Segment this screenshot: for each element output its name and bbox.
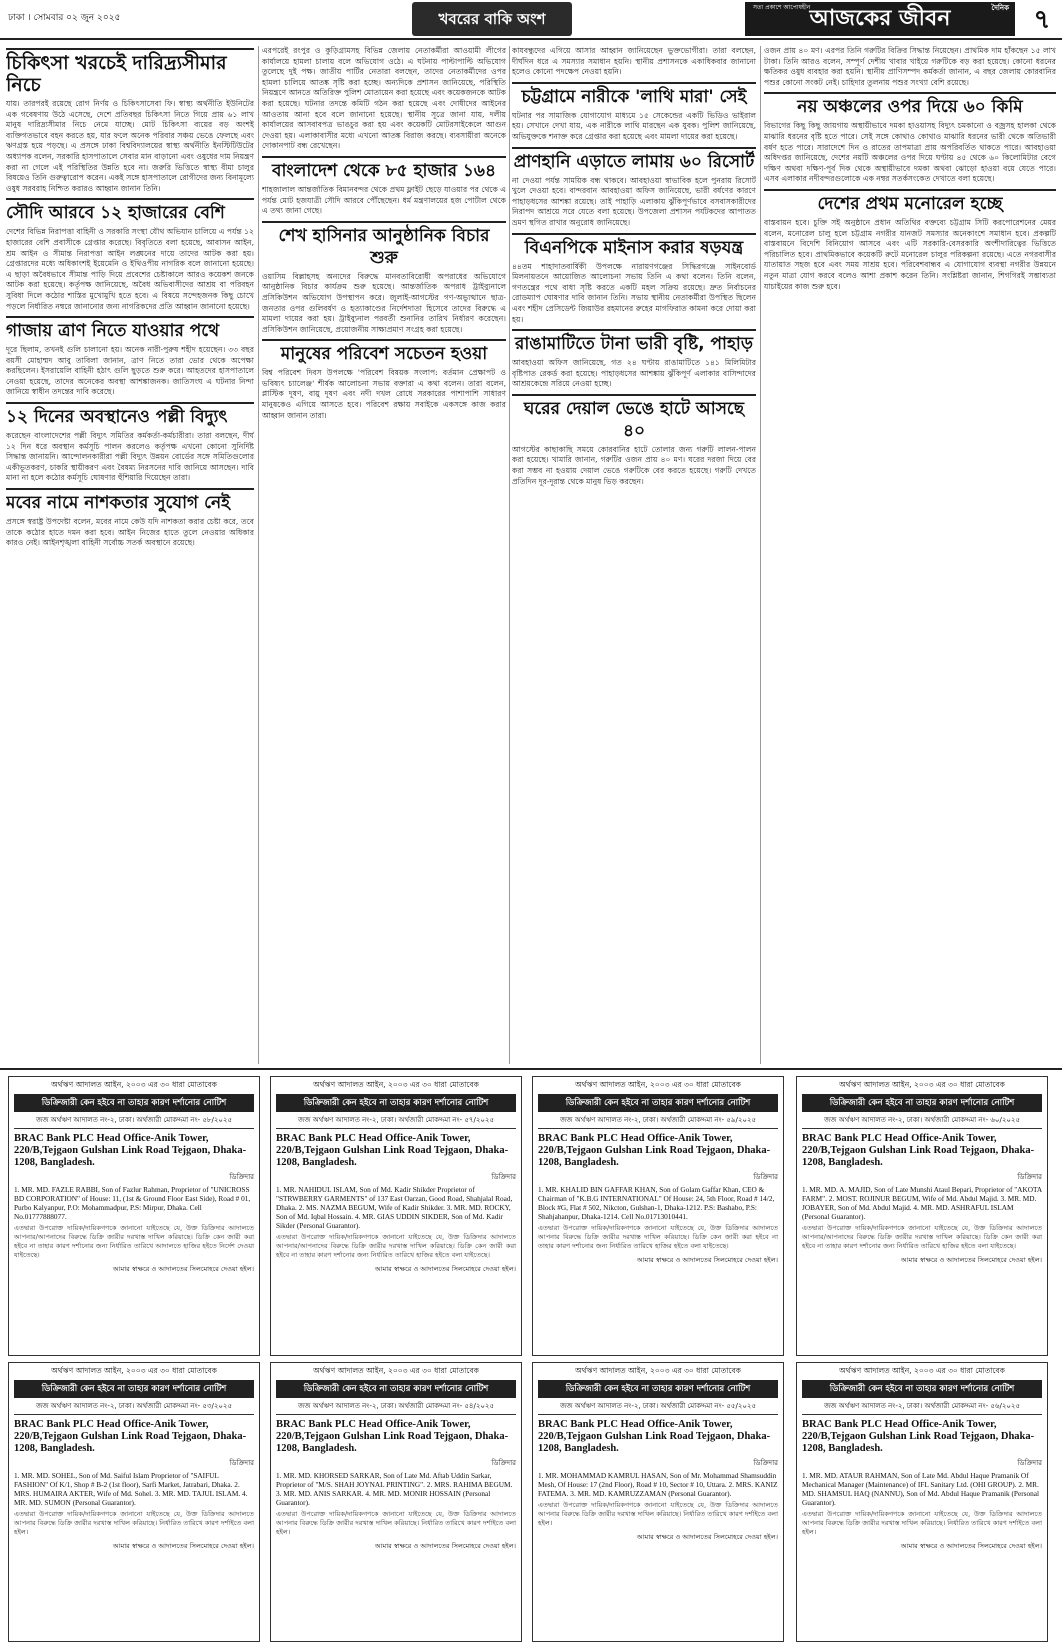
legal-notice <box>532 1076 784 1356</box>
legal-notice <box>8 1362 260 1642</box>
logo-tag: দৈনিক <box>991 4 1009 12</box>
notice-signature: আমার স্বাক্ষরে ও আদালতের সিলমোহরে দেওয়া হইল। <box>900 1256 1042 1264</box>
news-column-1 <box>6 46 254 1064</box>
story-headline: প্রাণহানি এড়াতে লামায় ৬০ রিসোর্ট <box>512 147 756 173</box>
notice-text: এতদ্বারা উপরোক্ত দায়িক/দায়িকগণকে জানানো যাইতেছে যে, উক্ত ডিক্রিদার আদালতে আপনার বিরুদ্ধে ডিক্রি জারীর দরখাস্ত দাখিল করিয়াছে। ডিক্রি কেন জারী করা হইবে না তাহার কারণ দর্শানোর জন্য নির্ধারিত তারিখে হাজির হইতে বলা যাইতেছে। <box>538 1224 778 1250</box>
story-body: ওয়াসিম বিল্লাহসহ অন্যদের বিরুদ্ধে মানবতাবিরোধী অপরাধের অভিযোগে আনুষ্ঠানিক বিচার কার্যক্রম শুরু হয়েছে। আন্তর্জাতিক অপরাধ ট্রাইব্যুনালে প্রসিকিউশন অভিযোগ উপস্থাপন করে। জুলাই-আগস্টের গণ-অভ্যুত্থানে ছাত্র-জনতার ওপর গুলিবর্ষণ ও হত্যাকাণ্ডের নির্দেশদাতা হিসেবে তাদের বিরুদ্ধে এ মামলা দায়ের করা হয়। ট্রাইব্যুনাল পরবর্তী শুনানির তারিখ নির্ধারণ করেছেন। প্রসিকিউশন জানিয়েছে, প্রয়োজনীয় সাক্ষ্যপ্রমাণ সংগ্রহ করা হয়েছে। <box>262 271 506 334</box>
notice-title: ডিক্রিজারী কেন হইবে না তাহার কারণ দর্শানোর নোটিশ <box>538 1094 778 1112</box>
notice-bank: BRAC Bank PLC Head Office-Anik Tower, 220/B,Tejgaon Gulshan Link Road Tejgaon, Dhaka-1208, Bangladesh. <box>276 1419 509 1454</box>
notice-role: ডিক্রিদার <box>753 1459 778 1467</box>
notice-role: ডিক্রিদার <box>229 1173 254 1181</box>
notice-signature: আমার স্বাক্ষরে ও আদালতের সিলমোহরে দেওয়া হইল। <box>374 1265 516 1273</box>
notice-text: এতদ্বারা উপরোক্ত দায়িক/দায়িকগণকে জানানো যাইতেছে যে, উক্ত ডিক্রিদার আদালতে আপনার বিরুদ্ধে ডিক্রি জারীর দরখাস্ত দাখিল করিয়াছে। নির্ধারিত তারিখে কারণ দর্শাইতে বলা হইল। <box>538 1501 778 1527</box>
notice-text: এতদ্বারা উপরোক্ত দায়িক/দায়িকগণকে জানানো যাইতেছে যে, উক্ত ডিক্রিদার আদালতে আপনার/আপনাদের বিরুদ্ধে ডিক্রি জারীর দরখাস্ত দাখিল করিয়াছে। ডিক্রি কেন জারী করা হইবে না তাহার কারণ দর্শানোর জন্য নির্ধারিত তারিখে হাজির হইতে বলা যাইতেছে। <box>802 1224 1042 1250</box>
notice-bank: BRAC Bank PLC Head Office-Anik Tower, 220/B,Tejgaon Gulshan Link Road Tejgaon, Dhaka-1208, Bangladesh. <box>14 1133 247 1168</box>
story-headline: বাংলাদেশ থেকে ৮৫ হাজার ১৬৪ <box>262 156 506 182</box>
story-body: কাযবন্ধুদের এগিয়ে আসার আহ্বান জানিয়েছেন ভুক্তভোগীরা। তারা বলছেন, দীর্ঘদিন ধরে এ সমস্যার সমাধান হয়নি। স্থানীয় প্রশাসনকে একাধিকবার জানানো হলেও কোনো পদক্ষেপ নেওয়া হয়নি। <box>512 46 756 77</box>
notice-caption: অর্থঋণ আদালত আইন, ২০০৩ এর ৩০ ধারা মোতাবেক <box>51 1080 217 1089</box>
notice-role: ডিক্রিদার <box>1017 1459 1042 1467</box>
notice-case-number: জজ অর্থঋণ আদালত নং-২, ঢাকা। অর্থজারী মোকদ্দমা নং- ৫৯/২০২৫ <box>538 1114 778 1129</box>
story-headline: শেখ হাসিনার আনুষ্ঠানিক বিচার শুরু <box>262 221 506 269</box>
news-column-4 <box>764 46 1056 1064</box>
story-body: যায়। তারপরই রয়েছে রোগ নির্ণয় ও চিকিৎসাসেবা ফি। স্বাস্থ্য অর্থনীতি ইউনিটের এক গবেষণায় উঠে এসেছে, দেশে প্রতিবছর চিকিৎসা নিতে গিয়ে প্রায় ৬১ লাখ মানুষ দারিদ্র্যসীমার নিচে নেমে যাচ্ছে। মোট চিকিৎসা ব্যয়ের বড় অংশই ব্যক্তিগতভাবে বহন করতে হয়, যার ফলে অনেক পরিবার সঞ্চয় ভেঙে ফেলছে এবং ঋণগ্রস্ত হয়ে পড়ছে। এ প্রসঙ্গে ঢাকা বিশ্ববিদ্যালয়ের স্বাস্থ্য অর্থনীতি ইনস্টিটিউটের অধ্যাপক বলেন, সরকারি হাসপাতালে সেবার মান বাড়ানো এবং ওষুধের দাম নিয়ন্ত্রণ করা না গেলে এই পরিস্থিতির উন্নতি হবে না। জরুরি ভিত্তিতে স্বাস্থ্য বীমা চালুর বিষয়েও তিনি গুরুত্বারোপ করেন। একই সঙ্গে হাসপাতালে রোগীদের জন্য বিনামূল্যে ওষুধ সরবরাহ নিশ্চিত করারও আহ্বান জানান তিনি। <box>6 99 254 193</box>
story-body: ৪৪তম শাহাদাতবার্ষিকী উপলক্ষে নারায়ণগঞ্জের সিদ্ধিরগঞ্জে সাইনবোর্ড মিলনায়তনে আয়োজিত আলোচনা সভায় তিনি এ কথা বলেন। তিনি বলেন, গণতন্ত্রের পথে বাধা সৃষ্টি করতে একটি মহল সক্রিয় রয়েছে। দ্রুত নির্বাচনের রোডম্যাপ ঘোষণার দাবি জানান তিনি। সভায় স্থানীয় নেতাকর্মীরা উপস্থিত ছিলেন এবং শহীদ প্রেসিডেন্ট জিয়াউর রহমানের রুহের মাগফিরাত কামনা করে দোয়া করা হয়। <box>512 261 756 324</box>
notice-case-number: জজ অর্থঋণ আদালত নং-২, ঢাকা। অর্থজারী মোকদ্দমা নং- ৫৬/২০২৫ <box>802 1400 1042 1415</box>
masthead <box>0 0 1062 40</box>
notice-case-number: জজ অর্থঋণ আদালত নং-২, ঢাকা। অর্থজারী মোকদ্দমা নং- ৫৪/২০২৫ <box>276 1400 516 1415</box>
story-body: বিভাগের কিছু কিছু জায়গায় অস্থায়ীভাবে দমকা হাওয়াসহ বিদ্যুৎ চমকানো ও বজ্রসহ হালকা থেকে মাঝারি ধরনের বৃষ্টি হতে পারে। সেই সঙ্গে কোথাও কোথাও মাঝারি ধরনের ভারী থেকে অতিভারী বর্ষণ হতে পারে। সারাদেশে দিন ও রাতের তাপমাত্রা প্রায় অপরিবর্তিত থাকতে পারে। আবহাওয়া অধিদপ্তর জানিয়েছে, দেশের নয়টি অঞ্চলের ওপর দিয়ে ঘণ্টায় ৪৫ থেকে ৬০ কিলোমিটার বেগে দক্ষিণ অথবা দক্ষিণ-পূর্ব দিক থেকে অস্থায়ীভাবে দমকা অথবা ঝোড়ো হাওয়া বয়ে যেতে পারে। এসব এলাকার নদীবন্দরগুলোকে এক নম্বর সতর্কসংকেত দেখাতে বলা হয়েছে। <box>764 121 1056 184</box>
notice-caption: অর্থঋণ আদালত আইন, ২০০৩ এর ৩০ ধারা মোতাবেক <box>575 1080 741 1089</box>
notice-bank: BRAC Bank PLC Head Office-Anik Tower, 220/B,Tejgaon Gulshan Link Road Tejgaon, Dhaka-1208, Bangladesh. <box>802 1133 1035 1168</box>
notice-title: ডিক্রিজারী কেন হইবে না তাহার কারণ দর্শানোর নোটিশ <box>802 1094 1042 1112</box>
legal-notice <box>8 1076 260 1356</box>
notice-role: ডিক্রিদার <box>491 1173 516 1181</box>
notice-signature: আমার স্বাক্ষরে ও আদালতের সিলমোহরে দেওয়া হইল। <box>900 1542 1042 1550</box>
notice-bank: BRAC Bank PLC Head Office-Anik Tower, 220/B,Tejgaon Gulshan Link Road Tejgaon, Dhaka-1208, Bangladesh. <box>538 1419 771 1454</box>
section-banner: খবরের বাকি অংশ <box>412 2 572 36</box>
notice-parties: 1. MR. MD. A. MAJID, Son of Late Munshi Ataul Bepari, Proprietor of "AKOTA FARM". 2. MOST. ROJINUR BEGUM, Wife of Md. Abdul Majid. 3. MR. MD. JOBAYER, Son of Md. Abdul Majid. 4. MR. MD. ASHRAFUL ISLAM (Personal Guarantor). <box>802 1185 1042 1221</box>
story-headline: সৌদি আরবে ১২ হাজারের বেশি <box>6 198 254 224</box>
story-body: শাহজালাল আন্তর্জাতিক বিমানবন্দর থেকে প্রথম ফ্লাইট ছেড়ে যাওয়ার পর থেকে এ পর্যন্ত মোট হজযাত্রী সৌদি আরবে পৌঁছেছেন। ধর্ম মন্ত্রণালয়ের হজ পোর্টাল থেকে এ তথ্য জানা গেছে। <box>262 184 506 216</box>
notice-signature: আমার স্বাক্ষরে ও আদালতের সিলমোহরে দেওয়া হইল। <box>636 1256 778 1264</box>
notice-caption: অর্থঋণ আদালত আইন, ২০০৩ এর ৩০ ধারা মোতাবেক <box>839 1080 1005 1089</box>
logo-text: আজকের জীবন <box>809 6 951 31</box>
notice-case-number: জজ অর্থঋণ আদালত নং-২, ঢাকা। অর্থজারী মোকদ্দমা নং- ৬০/২০২৫ <box>802 1114 1042 1129</box>
story-body: করেছেন বাংলাদেশের পল্লী বিদ্যুৎ সমিতির কর্মকর্তা-কর্মচারীরা। তারা বলছেন, দীর্ঘ ১২ দিন ধরে অবস্থান কর্মসূচি পালন করলেও কর্তৃপক্ষ এখনো কোনো সুনির্দিষ্ট সিদ্ধান্ত জানায়নি। আন্দোলনকারীরা পল্লী বিদ্যুৎ উন্নয়ন বোর্ডের সঙ্গে সমিতিগুলোর একীভূতকরণ, চাকরি স্থায়ীকরণ এবং বৈষম্য নিরসনের দাবি জানিয়ে আসছেন। দাবি মানা না হলে কঠোর কর্মসূচি ঘোষণার হুঁশিয়ারি দিয়েছেন তারা। <box>6 431 254 483</box>
story-body: দূরে ছিলাম, তখনই গুলি চালানো হয়। অনেক নারী-পুরুষ শহীদ হয়েছেন। ৩৩ বছর বয়সী মোহাম্মদ আবু তাবিলা জানান, ত্রাণ নিতে তারা ভোর থেকে অপেক্ষা করছিলেন। ইসরায়েলি বাহিনী হঠাৎ গুলি ছুড়তে শুরু করে। আহতদের হাসপাতালে নেওয়া হয়েছে, তাদের অনেকের অবস্থা আশঙ্কাজনক। জাতিসংঘ এ ঘটনার নিন্দা জানিয়ে স্বাধীন তদন্তের দাবি করেছে। <box>6 345 254 397</box>
notice-caption: অর্থঋণ আদালত আইন, ২০০৩ এর ৩০ ধারা মোতাবেক <box>313 1080 479 1089</box>
story-headline: রাঙামাটিতে টানা ভারী বৃষ্টি, পাহাড় <box>512 329 756 355</box>
notice-caption: অর্থঋণ আদালত আইন, ২০০৩ এর ৩০ ধারা মোতাবেক <box>839 1366 1005 1375</box>
notice-bank: BRAC Bank PLC Head Office-Anik Tower, 220/B,Tejgaon Gulshan Link Road Tejgaon, Dhaka-1208, Bangladesh. <box>276 1133 509 1168</box>
notice-bank: BRAC Bank PLC Head Office-Anik Tower, 220/B,Tejgaon Gulshan Link Road Tejgaon, Dhaka-1208, Bangladesh. <box>538 1133 771 1168</box>
story-headline: নয় অঞ্চলের ওপর দিয়ে ৬০ কিমি <box>764 92 1056 118</box>
notice-parties: 1. MR. MOHAMMAD KAMRUL HASAN, Son of Mr. Mohammad Shamsuddin Mesh, Of House: 17 (2nd Floor), Road # 10, Sector # 10, Uttara. 2. MRS. KANIZ FATEMA. 3. MR. MD. KAMRUZZAMAN (Personal Guarantor). <box>538 1471 778 1498</box>
story-body: দেশের বিভিন্ন নিরাপত্তা বাহিনী ও সরকারি সংস্থা যৌথ অভিযান চালিয়ে এ পর্যন্ত ১২ হাজারের বেশি প্রবাসীকে গ্রেপ্তার করেছে। বিবৃতিতে বলা হয়েছে, আবাসন আইন, শ্রম আইন ও সীমান্ত নিরাপত্তা আইন লঙ্ঘনের দায়ে তাদের আটক করা হয়। গ্রেপ্তারদের মধ্যে অধিকাংশই ইয়েমেনি ও ইথিওপীয় নাগরিক বলে জানানো হয়েছে। এ ছাড়া অবৈধভাবে সীমান্ত পাড়ি দিয়ে প্রবেশের চেষ্টাকালে আরও কয়েকশ জনকে আটক করা হয়েছে। কর্তৃপক্ষ জানিয়েছে, অবৈধ অভিবাসীদের আশ্রয় বা পরিবহন সুবিধা দিলে কঠোর শাস্তির মুখোমুখি হতে হবে। এ বিষয়ে সন্দেহজনক কিছু চোখে পড়লে নির্ধারিত নম্বরে জানানোর জন্য নাগরিকদের প্রতি আহ্বান জানানো হয়েছে। <box>6 227 254 311</box>
notice-parties: 1. MR. KHALID BIN GAFFAR KHAN, Son of Golam Gaffar Khan, CEO & Chairman of "K.B.G INTERNATIONAL" Of House: 24, 5th Floor, Road # 14/2, Block #G, Flat # 502, Nikcton, Gulshan-1, Dhaka-1212. P.S: Bashabo, P.S: Shahjahanpur, Dhaka-1214. Cell No.01713010441. <box>538 1185 775 1221</box>
logo-slogan: সত্য প্রকাশে আপোষহীন <box>753 4 811 11</box>
notice-text: এতদ্বারা উপরোক্ত দায়িক/দায়িকগণকে জানানো যাইতেছে যে, উক্ত ডিক্রিদার আদালতে আপনার বিরুদ্ধে ডিক্রি জারীর দরখাস্ত দাখিল করিয়াছে। নির্ধারিত তারিখে কারণ দর্শাইতে বলা হইল। <box>802 1510 1042 1536</box>
notice-signature: আমার স্বাক্ষরে ও আদালতের সিলমোহরে দেওয়া হইল। <box>636 1533 778 1541</box>
story-body: না দেওয়া পর্যন্ত সাময়িক বন্ধ থাকবে। আবহাওয়া স্বাভাবিক হলে পুনরায় রিসোর্ট খুলে দেওয়া হবে। বান্দরবান আবহাওয়া অফিস জানিয়েছে, ভারী বর্ষণের কারণে পাহাড়ধসের আশঙ্কা রয়েছে। তাই পাহাড়ি এলাকায় ঝুঁকিপূর্ণভাবে বসবাসকারীদের নিরাপদ আশ্রয়ে সরে যেতে বলা হয়েছে। উপজেলা প্রশাসন পর্যটকদের আপাতত ভ্রমণ স্থগিত রাখার অনুরোধ জানিয়েছে। <box>512 175 756 227</box>
notice-signature: আমার স্বাক্ষরে ও আদালতের সিলমোহরে দেওয়া হইল। <box>374 1542 516 1550</box>
notice-case-number: জজ অর্থঋণ আদালত নং-২, ঢাকা। অর্থজারী মোকদ্দমা নং- ৫৩/২০২৫ <box>14 1400 254 1415</box>
legal-notice <box>796 1076 1048 1356</box>
notice-signature: আমার স্বাক্ষরে ও আদালতের সিলমোহরে দেওয়া হইল। <box>112 1542 254 1550</box>
story-body: ওজন প্রায় ৪০ মণ। এরপর তিনি গরুটির বিক্রির সিদ্ধান্ত নিয়েছেন। প্রাথমিক দাম হাঁকছেন ১৫ লাখ টাকা। তিনি আরও বলেন, সম্পূর্ণ দেশীয় খাবার খাইয়ে গরুটিকে বড় করা হয়েছে। কোনো ধরনের ক্ষতিকর ওষুধ ব্যবহার করা হয়নি। স্থানীয় প্রাণিসম্পদ কর্মকর্তা জানান, এ বছর জেলায় কোরবানির পশুর কোনো সংকট নেই। চাহিদার তুলনায় পশুর সংখ্যা বেশি রয়েছে। <box>764 46 1056 87</box>
notice-title: ডিক্রিজারী কেন হইবে না তাহার কারণ দর্শানোর নোটিশ <box>14 1094 254 1112</box>
story-headline: চট্টগ্রামে নারীকে 'লাথি মারা' সেই <box>512 82 756 108</box>
notice-parties: 1. MR. MD. SOHEL, Son of Md. Saiful Islam Proprietor of "SAIFUL FASHION" Of K/1, Shop # B-2 (1st floor), Sarfi Market, Jatrabari, Dhaka. 2. MRS. HUMAIRA AKTER, Wife of Md. Sohel. 3. MR. MD. TAJUL ISLAM. 4. MR. MD. SUMON (Personal Guarantor). <box>14 1471 248 1507</box>
story-headline: দেশের প্রথম মনোরেল হচ্ছে <box>764 189 1056 215</box>
story-body: আবহাওয়া অফিস জানিয়েছে, গত ২৪ ঘণ্টায় রাঙামাটিতে ১৪১ মিলিমিটার বৃষ্টিপাত রেকর্ড করা হয়েছে। পাহাড়ধসের আশঙ্কায় ঝুঁকিপূর্ণ এলাকার বাসিন্দাদের আশ্রয়কেন্দ্রে সরিয়ে নেওয়া হচ্ছে। <box>512 358 756 389</box>
story-headline: ঘরের দেয়াল ভেঙে হাটে আসছে ৪০ <box>512 394 756 442</box>
story-headline: গাজায় ত্রাণ নিতে যাওয়ার পথে <box>6 316 254 342</box>
story-body: আগস্টের কাছাকাছি সময়ে কোরবানির হাটে তোলার জন্য গরুটি লালন-পালন করা হয়েছে। খামারি জানান, গরুটির ওজন প্রায় ৪০ মণ। ঘরের দরজা দিয়ে বের করা সম্ভব না হওয়ায় দেয়াল ভেঙে গরুটিকে বের করতে হয়েছে। গরুটি দেখতে প্রতিদিন দূর-দূরান্ত থেকে মানুষ ভিড় করছেন। <box>512 444 756 486</box>
notice-title: ডিক্রিজারী কেন হইবে না তাহার কারণ দর্শানোর নোটিশ <box>538 1380 778 1398</box>
column-divider <box>509 46 510 1064</box>
notice-text: এতদ্বারা উপরোক্ত দায়িক/দায়িকগণকে জানানো যাইতেছে যে, উক্ত ডিক্রিদার আদালতে আপনার বিরুদ্ধে ডিক্রি জারীর দরখাস্ত দাখিল করিয়াছে। নির্ধারিত তারিখে কারণ দর্শাইতে বলা হইল। <box>14 1510 254 1536</box>
notice-role: ডিক্রিদার <box>753 1173 778 1181</box>
story-body: ঘটনার পর সামাজিক যোগাযোগ মাধ্যমে ১৫ সেকেন্ডের একটি ভিডিও ভাইরাল হয়। সেখানে দেখা যায়, এক নারীকে লাথি মারছেন এক যুবক। পুলিশ জানিয়েছে, অভিযুক্তকে শনাক্ত করে গ্রেপ্তার করা হয়েছে এবং মামলা দায়ের করা হয়েছে। <box>512 110 756 141</box>
notice-case-number: জজ অর্থঋণ আদালত নং-২, ঢাকা। অর্থজারী মোকদ্দমা নং- ৫৭/২০২৫ <box>276 1114 516 1129</box>
dateline: ঢাকা । সোমবার ০২ জুন ২০২৫ <box>8 13 121 23</box>
story-headline: মানুষের পরিবেশ সচেতন হওয়া <box>262 339 506 365</box>
notice-title: ডিক্রিজারী কেন হইবে না তাহার কারণ দর্শানোর নোটিশ <box>802 1380 1042 1398</box>
story-headline: চিকিৎসা খরচেই দারিদ্র্যসীমার নিচে <box>6 48 254 96</box>
notice-role: ডিক্রিদার <box>1017 1173 1042 1181</box>
notice-case-number: জজ অর্থঋণ আদালত নং-২, ঢাকা। অর্থজারী মোকদ্দমা নং- ৫৮/২০২৫ <box>14 1114 254 1129</box>
notice-bank: BRAC Bank PLC Head Office-Anik Tower, 220/B,Tejgaon Gulshan Link Road Tejgaon, Dhaka-1208, Bangladesh. <box>802 1419 1035 1454</box>
page-number: ৭ <box>1033 5 1051 35</box>
story-headline: বিএনপিকে মাইনাস করার ষড়যন্ত্র <box>512 233 756 259</box>
notice-parties: 1. MR. MD. FAZLE RABBI, Son of Fazlur Rahman, Proprietor of "UNICROSS BD CORPORATION" of House: 11, (1st & Ground Floor East Side), Road # 01, Purbo Kalyanpur, P.O: Mohammadpur, P.S: Mirpur, Dhaka. Cell No.01777888077. <box>14 1185 251 1221</box>
legal-notice <box>796 1362 1048 1642</box>
story-body: বাস্তবায়ন হবে। চুক্তি সই অনুষ্ঠানে প্রধান অতিথির বক্তব্যে চট্টগ্রাম সিটি করপোরেশনের মেয়র বলেন, মনোরেল চালু হলে চট্টগ্রাম নগরীর যানজট সমস্যার অনেকাংশে সমাধান হবে। প্রকল্পটি বাস্তবায়নে বিদেশি বিনিয়োগ আসবে এবং এটি সরকারি-বেসরকারি অংশীদারিত্বের ভিত্তিতে পরিচালিত হবে। প্রাথমিকভাবে কয়েকটি রুটে মনোরেল চালুর পরিকল্পনা রয়েছে। এতে নগরবাসীর যাতায়াত সহজ হবে এবং সময় সাশ্রয় হবে। পরিবেশবান্ধব এ যোগাযোগ ব্যবস্থা নগরীর উন্নয়নে নতুন মাত্রা যোগ করবে বলেও আশা প্রকাশ করেন তিনি। সংশ্লিষ্টরা জানান, শিগগিরই সম্ভাব্যতা যাচাইয়ের কাজ শুরু হবে। <box>764 217 1056 291</box>
legal-notice <box>270 1076 522 1356</box>
story-body: বিশ্ব পরিবেশ দিবস উপলক্ষে 'পরিবেশ বিষয়ক সংলাপ: বর্তমান প্রেক্ষাপট ও ভবিষ্যৎ চ্যালেঞ্জ' শীর্ষক আলোচনা সভায় বক্তারা এ কথা বলেন। তারা বলেন, প্লাস্টিক দূষণ, বায়ু দূষণ এবং নদী দখল রোধে সরকারের পাশাপাশি সাধারণ মানুষকেও এগিয়ে আসতে হবে। পরিবেশ রক্ষায় সবাইকে একসঙ্গে কাজ করার আহ্বান জানান তারা। <box>262 368 506 420</box>
legal-notice <box>532 1362 784 1642</box>
story-body: এরপরেই রংপুর ও কুড়িগ্রামসহ বিভিন্ন জেলায় নেতাকর্মীরা আওয়ামী লীগের কার্যালয়ে হামলা চালায় বলে অভিযোগ ওঠে। এ ঘটনায় পাল্টাপাল্টি অভিযোগ তুলেছে দুই পক্ষ। জাতীয় পার্টির নেতারা বলছেন, তাদের নেতাকর্মীদের ওপর হামলা চালিয়ে আতঙ্ক সৃষ্টি করা হচ্ছে। অন্যদিকে প্রশাসন জানিয়েছে, পরিস্থিতি নিয়ন্ত্রণে আনতে অতিরিক্ত পুলিশ মোতায়েন করা হয়েছে এবং কয়েকজনকে আটক করা হয়েছে। ঘটনার তদন্তে কমিটি গঠন করা হয়েছে এবং দোষীদের আইনের আওতায় আনা হবে বলে জানানো হয়েছে। স্থানীয় সূত্রে জানা যায়, দলীয় কার্যালয়ের আসবাবপত্র ভাঙচুর করা হয় এবং কয়েকটি মোটরসাইকেলে আগুন দেওয়া হয়। এলাকাবাসীর মধ্যে এখনো আতঙ্ক বিরাজ করছে। ব্যবসায়ীরা অনেকে দোকানপাট বন্ধ রেখেছেন। <box>262 46 506 151</box>
column-divider <box>760 46 761 1064</box>
news-column-3 <box>512 46 756 1064</box>
legal-notice <box>270 1362 522 1642</box>
column-divider <box>258 46 259 1064</box>
notice-parties: 1. MR. NAHIDUL ISLAM, Son of Md. Kadir Shikder Proprietor of "STRWBERRY GARMENTS" of 137 East Oarzan, Good Road, Shahjalal Road, Dhaka. 2. MS. NAZMA BEGUM, Wife of Kadir Shikder. 3. MR. MD. ROCKY, Son of Md. Iqbal Hossain. 4. MR. GIAS UDDIN SIKDER, Son of Md. Kadir Sikder (Personal Guarantor). <box>276 1185 513 1230</box>
notice-caption: অর্থঋণ আদালত আইন, ২০০৩ এর ৩০ ধারা মোতাবেক <box>575 1366 741 1375</box>
notice-signature: আমার স্বাক্ষরে ও আদালতের সিলমোহরে দেওয়া হইল। <box>112 1265 254 1273</box>
notice-bank: BRAC Bank PLC Head Office-Anik Tower, 220/B,Tejgaon Gulshan Link Road Tejgaon, Dhaka-1208, Bangladesh. <box>14 1419 247 1454</box>
legal-notices-area <box>0 1068 1062 1645</box>
notice-role: ডিক্রিদার <box>229 1459 254 1467</box>
notice-text: এতদ্বারা উপরোক্ত দায়িক/দায়িকগণকে জানানো যাইতেছে যে, উক্ত ডিক্রিদার আদালতে আপনার/আপনাদের বিরুদ্ধে ডিক্রি জারীর দরখাস্ত দাখিল করিয়াছে। ডিক্রি কেন জারী করা হইবে না তাহার কারণ দর্শানোর জন্য নির্ধারিত তারিখে আদালতে হাজির হইতে নির্দেশ দেওয়া যাইতেছে। <box>14 1224 254 1259</box>
story-headline: মবের নামে নাশকতার সুযোগ নেই <box>6 488 254 514</box>
story-headline: ১২ দিনের অবস্থানেও পল্লী বিদ্যুৎ <box>6 402 254 428</box>
notice-text: এতদ্বারা উপরোক্ত দায়িক/দায়িকগণকে জানানো যাইতেছে যে, উক্ত ডিক্রিদার আদালতে আপনার বিরুদ্ধে ডিক্রি জারীর দরখাস্ত দাখিল করিয়াছে। নির্ধারিত তারিখে কারণ দর্শাইতে বলা হইল। <box>276 1510 516 1536</box>
notice-title: ডিক্রিজারী কেন হইবে না তাহার কারণ দর্শানোর নোটিশ <box>276 1380 516 1398</box>
notice-case-number: জজ অর্থঋণ আদালত নং-২, ঢাকা। অর্থজারী মোকদ্দমা নং- ৫৫/২০২৫ <box>538 1400 778 1415</box>
notice-caption: অর্থঋণ আদালত আইন, ২০০৩ এর ৩০ ধারা মোতাবেক <box>313 1366 479 1375</box>
notice-title: ডিক্রিজারী কেন হইবে না তাহার কারণ দর্শানোর নোটিশ <box>276 1094 516 1112</box>
notice-role: ডিক্রিদার <box>491 1459 516 1467</box>
news-column-2 <box>262 46 506 1064</box>
notice-parties: 1. MR. MD. ATAUR RAHMAN, Son of Late Md. Abdul Haque Pramanik Of Mechanical Manager (Maintenance) of IFL Sanitary Ltd. (OHI GROUP). 2. MR. MD. SHAMSUL HAQ (NANNU), Son of Md. Abdul Haque Pramanik (Personal Guarantor). <box>802 1471 1040 1507</box>
notice-text: এতদ্বারা উপরোক্ত দায়িক/দায়িকগণকে জানানো যাইতেছে যে, উক্ত ডিক্রিদার আদালতে আপনার/আপনাদের বিরুদ্ধে ডিক্রি জারীর দরখাস্ত দাখিল করিয়াছে। ডিক্রি কেন জারী করা হইবে না তাহার কারণ দর্শানোর জন্য নির্ধারিত তারিখে হাজির হইতে বলা যাইতেছে। <box>276 1233 516 1259</box>
newspaper-logo <box>745 2 1015 36</box>
notice-title: ডিক্রিজারী কেন হইবে না তাহার কারণ দর্শানোর নোটিশ <box>14 1380 254 1398</box>
story-body: প্রসঙ্গে স্বরাষ্ট্র উপদেষ্টা বলেন, মবের নামে কেউ যদি নাশকতা করার চেষ্টা করে, তবে তাকে কঠোর হাতে দমন করা হবে। আইন নিজের হাতে তুলে নেওয়ার অধিকার কারও নেই। আইনশৃঙ্খলা বাহিনী সর্বোচ্চ সতর্ক অবস্থানে রয়েছে। <box>6 517 254 548</box>
notice-parties: 1. MR. MD. KHORSED SARKAR, Son of Late Md. Aftab Uddin Sarkar, Proprietor of "M/S. SHAH JOYNAL PRINTING". 2. MRS. RAHIMA BEGUM. 3. MR. MD. ANIS SARKAR. 4. MR. MD. MONIR HOSSAIN (Personal Guarantor). <box>276 1471 513 1507</box>
notice-caption: অর্থঋণ আদালত আইন, ২০০৩ এর ৩০ ধারা মোতাবেক <box>51 1366 217 1375</box>
